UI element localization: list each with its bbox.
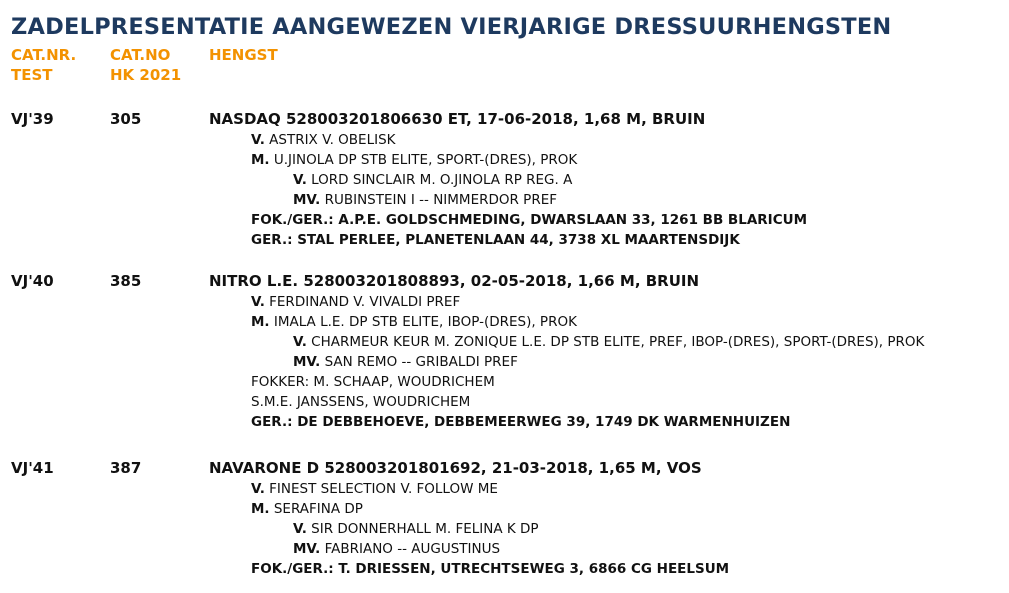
horse-title: NITRO L.E. 528003201808893, 02-05-2018, 1,66 M, BRUIN: [209, 272, 700, 290]
owner-line: [251, 412, 790, 432]
sire-label: V.: [251, 132, 265, 148]
cat-nr-test: VJ'41: [11, 459, 54, 477]
dam-label: M.: [251, 152, 270, 168]
ger-label: GER.:: [251, 414, 293, 430]
dam-line: [251, 150, 577, 170]
dam-label: M.: [251, 314, 270, 330]
sire-line: [251, 479, 498, 499]
dam-sire-line: [293, 170, 572, 190]
dam-value: SERAFINA DP: [273, 501, 363, 517]
dam-value: IMALA L.E. DP STB ELITE, IBOP-(DRES), PROK: [273, 314, 577, 330]
breeder-line: FOKKER: M. SCHAAP, WOUDRICHEM: [251, 374, 495, 390]
header-cat-nr-line1: CAT.NR.: [11, 46, 77, 64]
dam-mv-label: MV.: [293, 541, 321, 557]
header-cat-nr-line2: TEST: [11, 66, 53, 84]
breeder-owner-line: [251, 210, 807, 230]
dam-label: M.: [251, 501, 270, 517]
cat-nr-test: VJ'40: [11, 272, 54, 290]
sire-label: V.: [251, 294, 265, 310]
cat-no-hk: 385: [110, 272, 142, 290]
dam-sire-label: V.: [293, 172, 307, 188]
breeder-owner-line: [251, 559, 729, 579]
sire-value: FERDINAND V. VIVALDI PREF: [269, 294, 461, 310]
ger-label: GER.:: [251, 232, 293, 248]
breeder-line-2: S.M.E. JANSSENS, WOUDRICHEM: [251, 394, 471, 410]
header-cat-no-line2: HK 2021: [110, 66, 182, 84]
dam-mv-line: [293, 190, 557, 210]
dam-line: [251, 312, 577, 332]
dam-sire-value: LORD SINCLAIR M. O.JINOLA RP REG. A: [311, 172, 573, 188]
horse-title: NASDAQ 528003201806630 ET, 17-06-2018, 1,68 M, BRUIN: [209, 110, 706, 128]
horse-title: NAVARONE D 528003201801692, 21-03-2018, 1,65 M, VOS: [209, 459, 702, 477]
sire-line: [251, 130, 396, 150]
header-cat-no-hk: [110, 45, 181, 85]
ger-value: STAL PERLEE, PLANETENLAAN 44, 3738 XL MAARTENSDIJK: [297, 232, 740, 248]
owner-line: [251, 230, 740, 250]
cat-no-hk: 305: [110, 110, 142, 128]
fok-ger-value: A.P.E. GOLDSCHMEDING, DWARSLAAN 33, 1261 BB BLARICUM: [338, 212, 807, 228]
dam-line: [251, 499, 363, 519]
cat-nr-test: VJ'39: [11, 110, 54, 128]
dam-mv-line: [293, 539, 500, 559]
dam-mv-label: MV.: [293, 192, 321, 208]
dam-sire-label: V.: [293, 334, 307, 350]
dam-sire-line: [293, 519, 539, 539]
cat-no-hk: 387: [110, 459, 142, 477]
dam-mv-value: RUBINSTEIN I -- NIMMERDOR PREF: [324, 192, 557, 208]
header-hengst: [209, 45, 278, 65]
dam-sire-value: SIR DONNERHALL M. FELINA K DP: [311, 521, 539, 537]
header-cat-no-line1: CAT.NO: [110, 46, 171, 64]
sire-line: [251, 292, 460, 312]
fok-ger-label: FOK./GER.:: [251, 212, 334, 228]
dam-mv-line: [293, 352, 518, 372]
dam-mv-label: MV.: [293, 354, 321, 370]
sire-value: ASTRIX V. OBELISK: [269, 132, 396, 148]
dam-value: U.JINOLA DP STB ELITE, SPORT-(DRES), PROK: [273, 152, 578, 168]
dam-mv-value: SAN REMO -- GRIBALDI PREF: [324, 354, 518, 370]
header-cat-nr-test: [11, 45, 76, 85]
dam-sire-line: [293, 332, 924, 352]
ger-value: DE DEBBEHOEVE, DEBBEMEERWEG 39, 1749 DK WARMENHUIZEN: [297, 414, 791, 430]
sire-label: V.: [251, 481, 265, 497]
fok-ger-label: FOK./GER.:: [251, 561, 334, 577]
header-hengst-label: HENGST: [209, 46, 278, 64]
dam-sire-value: CHARMEUR KEUR M. ZONIQUE L.E. DP STB ELITE, PREF, IBOP-(DRES), SPORT-(DRES), PROK: [311, 334, 925, 350]
dam-sire-label: V.: [293, 521, 307, 537]
page-title: ZADELPRESENTATIE AANGEWEZEN VIERJARIGE DRESSUURHENGSTEN: [11, 14, 892, 40]
dam-mv-value: FABRIANO -- AUGUSTINUS: [324, 541, 501, 557]
sire-value: FINEST SELECTION V. FOLLOW ME: [269, 481, 498, 497]
fok-ger-value: T. DRIESSEN, UTRECHTSEWEG 3, 6866 CG HEELSUM: [338, 561, 730, 577]
